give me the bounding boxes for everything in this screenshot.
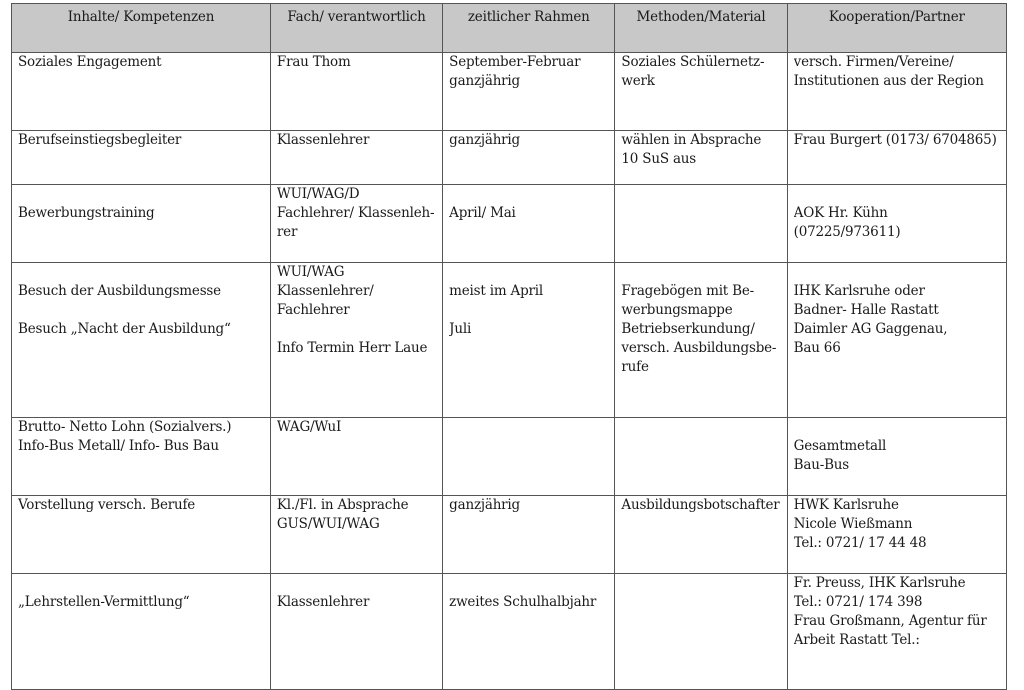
cell-text: WAG/WuI <box>276 419 342 435</box>
cell-text: ganzjährig <box>449 497 520 513</box>
cell-text: wählen in Absprache <box>621 132 762 148</box>
cell-text: Tel.: 0721/ 17 44 48 <box>793 535 927 551</box>
cell-text: Fragebögen mit Be- <box>621 283 754 299</box>
cell-inhalt <box>12 574 271 690</box>
cell-text: HWK Karlsruhe <box>793 497 899 513</box>
cell-text: Vorstellung versch. Berufe <box>18 497 196 513</box>
cell-text: Berufseinstiegsbegleiter <box>18 132 182 148</box>
cell-inhalt <box>12 185 271 263</box>
header-methoden: Methoden/Material <box>615 4 787 53</box>
cell-zeit <box>443 418 615 496</box>
competence-plan-table <box>11 3 1007 690</box>
cell-zeit <box>443 131 615 185</box>
cell-zeit <box>443 185 615 263</box>
cell-text: Fachlehrer <box>276 302 350 318</box>
cell-text: AOK Hr. Kühn <box>793 205 888 221</box>
cell-text: WUI/WAG <box>276 264 345 280</box>
cell-text: Frau Burgert (0173/ 6704865) <box>793 132 997 148</box>
cell-methoden <box>615 185 787 263</box>
cell-text: rufe <box>621 359 649 375</box>
cell-text: Frau Thom <box>276 54 351 70</box>
cell-text: Juli <box>449 321 472 337</box>
cell-text: IHK Karlsruhe oder <box>793 283 925 299</box>
cell-text: Fr. Preuss, IHK Karlsruhe <box>793 575 966 591</box>
cell-text: Besuch der Ausbildungsmesse <box>18 283 221 299</box>
cell-text: Kl./Fl. in Absprache <box>276 497 409 513</box>
cell-fach <box>270 131 442 185</box>
cell-text: Bau-Bus <box>793 457 850 473</box>
cell-text: meist im April <box>449 283 543 299</box>
cell-text: ganzjährig <box>449 73 520 89</box>
header-partner: Kooperation/Partner <box>787 4 1006 53</box>
cell-text: Nicole Wießmann <box>793 516 913 532</box>
cell-inhalt <box>12 53 271 131</box>
cell-inhalt <box>12 496 271 574</box>
cell-text: werk <box>621 73 655 89</box>
cell-text: Klassenlehrer <box>276 132 370 148</box>
cell-text: Besuch „Nacht der Ausbildung“ <box>18 321 231 337</box>
cell-text: Klassenlehrer/ <box>276 283 374 299</box>
cell-text: „Lehrstellen-Vermittlung“ <box>18 594 190 610</box>
cell-text: Tel.: 0721/ 174 398 <box>793 594 923 610</box>
cell-inhalt <box>12 263 271 418</box>
cell-text: Fachlehrer/ Klassenleh- <box>276 205 435 221</box>
table-row <box>12 418 1007 496</box>
cell-fach <box>270 185 442 263</box>
cell-text: Brutto- Netto Lohn (Sozialvers.) <box>18 419 232 435</box>
cell-text: Badner- Halle Rastatt <box>793 302 939 318</box>
cell-text: Daimler AG Gaggenau, <box>793 321 948 337</box>
cell-text: Gesamtmetall <box>793 438 887 454</box>
cell-inhalt <box>12 131 271 185</box>
cell-text: zweites Schulhalbjahr <box>449 594 597 610</box>
cell-text: WUI/WAG/D <box>276 186 360 202</box>
cell-text: Bau 66 <box>793 340 841 356</box>
cell-text: April/ Mai <box>449 205 516 221</box>
header-inhalte: Inhalte/ Kompetenzen <box>12 4 271 53</box>
cell-partner <box>787 496 1006 574</box>
header-row <box>12 4 1007 53</box>
header-zeit: zeitlicher Rahmen <box>443 4 615 53</box>
cell-methoden <box>615 131 787 185</box>
cell-text: GUS/WUI/WAG <box>276 516 380 532</box>
table-row <box>12 574 1007 690</box>
cell-text: versch. Ausbildungsbe- <box>621 340 777 356</box>
cell-fach <box>270 496 442 574</box>
cell-text: ganzjährig <box>449 132 520 148</box>
cell-text: Soziales Schülernetz- <box>621 54 765 70</box>
cell-partner <box>787 131 1006 185</box>
cell-partner <box>787 53 1006 131</box>
cell-methoden <box>615 574 787 690</box>
cell-text: Bewerbungstraining <box>18 205 155 221</box>
cell-methoden <box>615 53 787 131</box>
cell-text: rer <box>276 224 298 240</box>
cell-partner <box>787 574 1006 690</box>
table-row <box>12 263 1007 418</box>
cell-text: 10 SuS aus <box>621 151 697 167</box>
cell-text: (07225/973611) <box>793 224 901 240</box>
table-row <box>12 53 1007 131</box>
cell-text: Institutionen aus der Region <box>793 73 984 89</box>
cell-fach <box>270 574 442 690</box>
cell-methoden <box>615 496 787 574</box>
cell-text: September-Februar <box>449 54 581 70</box>
cell-text: Info Termin Herr Laue <box>276 340 428 356</box>
cell-zeit <box>443 496 615 574</box>
cell-text: Ausbildungsbotschafter <box>621 497 780 513</box>
cell-fach <box>270 418 442 496</box>
cell-partner <box>787 185 1006 263</box>
cell-text: Arbeit Rastatt Tel.: <box>793 632 920 648</box>
cell-text: Frau Großmann, Agentur für <box>793 613 987 629</box>
cell-inhalt <box>12 418 271 496</box>
cell-zeit <box>443 263 615 418</box>
table-row <box>12 131 1007 185</box>
cell-partner <box>787 263 1006 418</box>
cell-fach <box>270 263 442 418</box>
cell-zeit <box>443 574 615 690</box>
cell-partner <box>787 418 1006 496</box>
header-fach: Fach/ verantwortlich <box>270 4 442 53</box>
cell-methoden <box>615 263 787 418</box>
cell-fach <box>270 53 442 131</box>
cell-zeit <box>443 53 615 131</box>
cell-methoden <box>615 418 787 496</box>
cell-text: Info-Bus Metall/ Info- Bus Bau <box>18 438 219 454</box>
cell-text: Klassenlehrer <box>276 594 370 610</box>
cell-text: werbungsmappe <box>621 302 733 318</box>
table-row <box>12 496 1007 574</box>
table-row <box>12 185 1007 263</box>
cell-text: versch. Firmen/Vereine/ <box>793 54 954 70</box>
cell-text: Betriebserkundung/ <box>621 321 755 337</box>
cell-text: Soziales Engagement <box>18 54 162 70</box>
